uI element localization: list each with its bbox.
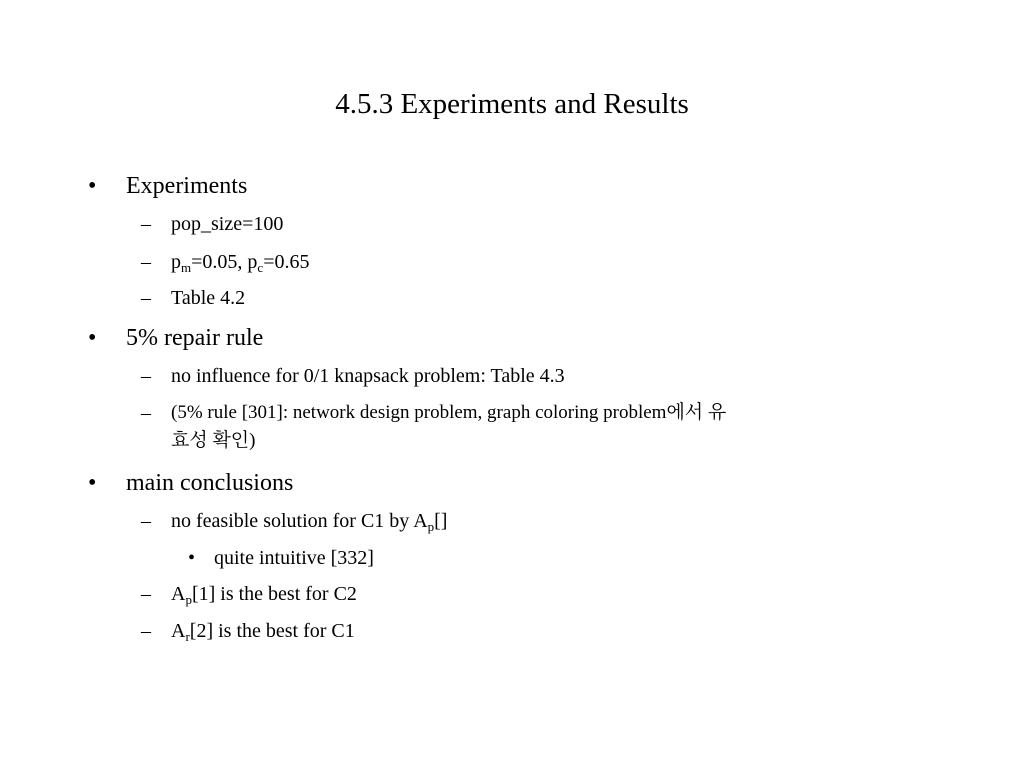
dash-icon: – — [141, 213, 151, 235]
dash-icon: – — [141, 287, 151, 309]
pc-base: p — [247, 251, 258, 273]
item-table: Table 4.2 — [171, 287, 246, 309]
item-ap1 — [171, 581, 357, 607]
ar2-base: A — [171, 620, 186, 642]
dash-icon: – — [141, 365, 151, 387]
ap1-sub: p — [185, 592, 192, 607]
dash-icon: – — [141, 402, 151, 424]
ap1-suffix: [1] is the best for C2 — [191, 583, 357, 605]
dash-icon: – — [141, 620, 151, 642]
item-pop-size: pop_size=100 — [171, 213, 284, 235]
pc-sub: c — [257, 260, 264, 275]
item-intuitive: quite intuitive [332] — [214, 547, 374, 569]
ar2-sub: r — [185, 629, 190, 644]
dash-icon: – — [141, 510, 151, 532]
heading-repair-rule: 5% repair rule — [126, 325, 264, 351]
slide-title: 4.5.3 Experiments and Results — [335, 88, 689, 120]
pm-base: p — [171, 251, 181, 273]
no-feasible-text: no feasible solution for C1 by A — [171, 510, 428, 532]
item-no-feasible — [171, 508, 447, 534]
no-feasible-sub: p — [427, 519, 435, 534]
heading-main-conclusions: main conclusions — [126, 470, 294, 496]
bullet-icon: • — [188, 547, 196, 569]
item-note-line1: (5% rule [301]: network design problem, graph coloring problem에서 유 — [171, 402, 727, 423]
item-no-influence: no influence for 0/1 knapsack problem: Table 4.3 — [171, 365, 565, 387]
ap1-base: A — [171, 583, 186, 605]
pm-value: =0.05, — [191, 251, 248, 273]
bullet-icon: • — [88, 470, 97, 496]
no-feasible-suffix: [] — [434, 510, 448, 532]
heading-experiments: Experiments — [126, 173, 248, 199]
bullet-icon: • — [88, 325, 97, 351]
dash-icon: – — [141, 583, 151, 605]
ar2-suffix: [2] is the best for C1 — [189, 620, 355, 642]
dash-icon: – — [141, 251, 151, 273]
pc-value: =0.65 — [263, 251, 310, 273]
item-ar2 — [171, 618, 355, 644]
item-note-line2: 효성 확인) — [171, 430, 256, 451]
pm-sub: m — [181, 260, 192, 275]
item-rates — [171, 249, 309, 275]
bullet-icon: • — [88, 173, 97, 199]
